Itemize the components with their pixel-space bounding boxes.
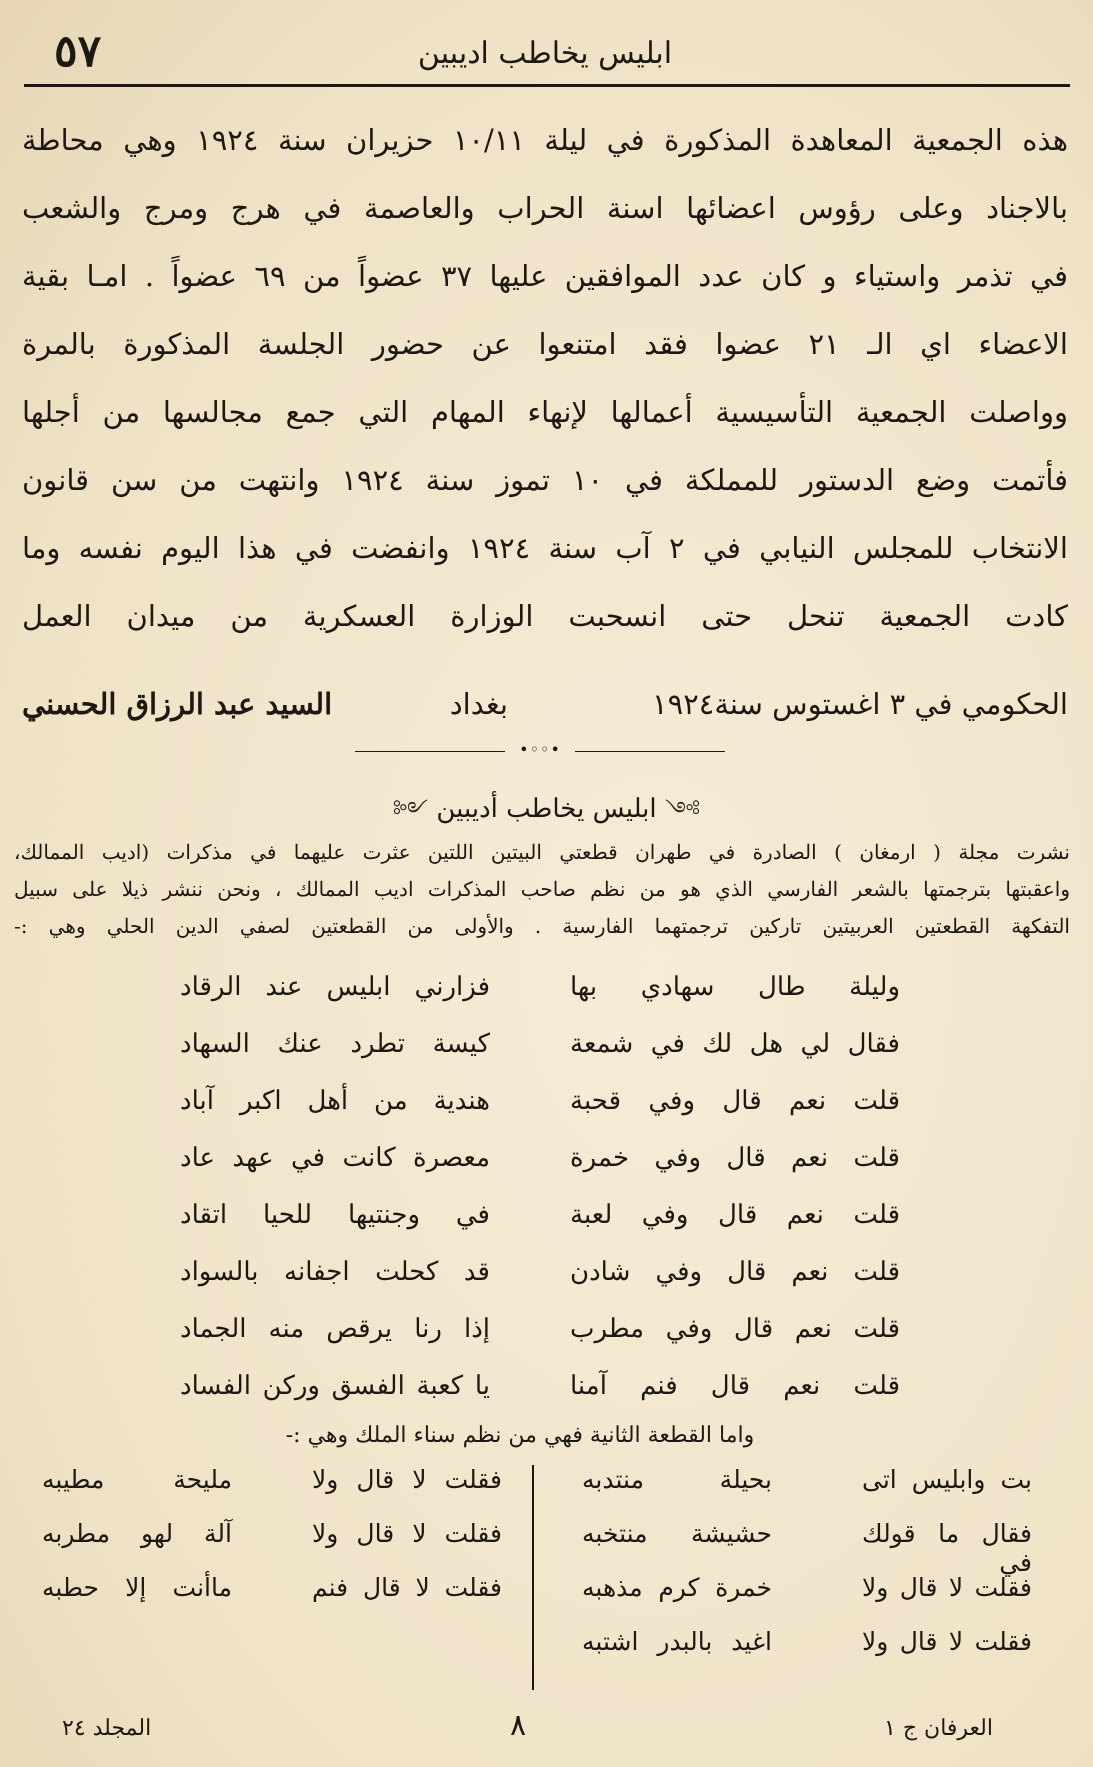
poem-verse [140,1086,900,1143]
closing-date-text: الحكومي في ٣ اغستوس سنة١٩٢٤ [652,687,1068,721]
page-header [20,18,1070,84]
verse-second-hemistich: يا كعبة الفسق وركن الفساد [180,1371,490,1401]
divider-line-right [575,751,725,752]
section-intro [14,834,1070,945]
verse-first-hemistich: فقلت لا قال ولا [862,1573,1032,1602]
poem-verse [22,1465,1032,1519]
verse-first-hemistich: قلت نعم قال وفي لعبة [570,1200,900,1230]
poem-verse [140,1200,900,1257]
poem-verse [140,1257,900,1314]
signature-mark: ٨ [510,1708,527,1743]
poem-verse [140,1029,900,1086]
verse-first-hemistich: فقال لي هل لك في شمعة [570,1029,900,1059]
poem-two [22,1465,1032,1690]
text-line: كادت الجمعية تنحل حتى انسحبت الوزارة العسكرية من ميدان العمل [22,599,1068,633]
flourish-left-icon: ༺ [392,798,429,823]
text-line: هذه الجمعية المعاهدة المذكورة في ليلة ١٠/١١ حزيران سنة ١٩٢٤ وهي محاطة [22,123,1068,157]
verse-first-hemistich: قلت نعم قال وفي شادن [570,1257,900,1287]
volume-number: المجلد ٢٤ [62,1716,152,1741]
author-signature: السيد عبد الرزاق الحسني [22,687,333,721]
verse-first-hemistich: قلت نعم قال وفي خمرة [570,1143,900,1173]
verse-second-hemistich: إذا رنا يرقص منه الجماد [180,1314,490,1344]
verse-second-hemistich: اغيد بالبدر اشتبه [582,1627,772,1656]
verse-second-hemistich: معصرة كانت في عهد عاد [180,1143,490,1173]
poem-verse [140,1143,900,1200]
poem-two-intro: واما القطعة الثانية فهي من نظم سناء الملك وهي :- [285,1423,755,1448]
text-line: بالاجناد وعلى رؤوس اعضائها اسنة الحراب والعاصمة في هرج ومرج والشعب [22,191,1068,225]
header-rule [24,84,1070,87]
signature-line [22,670,1068,738]
verse-first-hemistich: فقلت لا قال ولا [312,1465,502,1494]
verse-first-hemistich: بت وابليس اتى [862,1465,1032,1494]
poem-verse [22,1627,1032,1681]
poem-verse [140,972,900,1029]
verse-second-hemistich: كيسة تطرد عنك السهاد [180,1029,490,1059]
city-name: بغداد [449,687,508,721]
verse-second-hemistich: فزارني ابليس عند الرقاد [180,972,490,1002]
verse-second-hemistich: بحيلة منتدبه [582,1465,772,1494]
verse-first-hemistich: فقلت لا قال ولا [312,1519,502,1548]
ornamental-divider [355,740,725,759]
poem-verse [22,1519,1032,1577]
verse-second-hemistich: آلة لهو مطربه [42,1519,232,1548]
text-line: الانتخاب للمجلس النيابي في ٢ آب سنة ١٩٢٤ وانفضت في هذا اليوم نفسه وما [22,531,1068,565]
verse-second-hemistich: خمرة كرم مذهبه [582,1573,772,1602]
intro-line: التفكهة القطعتين العربيتين تاركين ترجمتهما الفارسية . والأولى من القطعتين لصفي الدين الحلي وهي :- [14,914,1070,938]
poem-one [140,972,900,1428]
text-line: في تذمر واستياء و كان عدد الموافقين عليها ٣٧ عضواً من ٦٩ عضواً . امـا بقية [22,259,1068,293]
page-number: ٥٧ [54,26,102,77]
verse-first-hemistich: فقلت لا قال ولا [862,1627,1032,1656]
poem-verse [140,1371,900,1428]
verse-second-hemistich: مليحة مطيبه [42,1465,232,1494]
verse-first-hemistich: وليلة طال سهادي بها [570,972,900,1002]
verse-second-hemistich: ماأنت إلا حطبه [42,1573,232,1602]
main-article-text [22,106,1068,650]
intro-line: نشرت مجلة ( ارمغان ) الصادرة في طهران قطعتي البيتين اللتين عثرت عليهما في مذكرات (اديب الممالك، [14,840,1070,864]
text-line: وواصلت الجمعية التأسيسية أعمالها لإنهاء المهام التي جمع مجالسها من أجلها [22,395,1068,429]
verse-first-hemistich: قلت نعم قال فنم آمنا [570,1371,900,1401]
poem-verse [22,1573,1032,1627]
text-line: الاعضاء اي الـ ٢١ عضوا فقد امتنعوا عن حضور الجلسة المذكورة بالمرة [22,327,1068,361]
verse-first-hemistich: قلت نعم قال وفي مطرب [570,1314,900,1344]
poem-verse [140,1314,900,1371]
verse-first-hemistich: فقلت لا قال فنم [312,1573,502,1602]
flourish-right-icon: ༻ [664,798,701,823]
section-title-text: ابليس يخاطب أديبين [436,794,657,824]
verse-first-hemistich: قلت نعم قال وفي قحبة [570,1086,900,1116]
verse-second-hemistich: حشيشة منتخبه [582,1519,772,1548]
divider-ornament: •◦◦• [519,740,561,759]
verse-second-hemistich: في وجنتيها للحيا اتقاد [180,1200,490,1230]
text-line: فأتمت وضع الدستور للمملكة في ١٠ تموز سنة ١٩٢٤ وانتهت من سن قانون [22,463,1068,497]
divider-line-left [355,751,505,752]
page-footer [0,1708,1093,1758]
verse-first-hemistich: فقال ما قولك في [862,1519,1032,1577]
running-title: ابليس يخاطب اديبين [417,36,673,71]
journal-issue: العرفان ج ١ [884,1716,993,1741]
verse-second-hemistich: قد كحلت اجفانه بالسواد [180,1257,490,1287]
verse-second-hemistich: هندية من أهل اكبر آباد [180,1086,490,1116]
intro-line: واعقبتها بترجمتها بالشعر الفارسي الذي هو من نظم صاحب المذكرات اديب الممالك ، ونحن ننشر ذيلا على سبيل [14,877,1070,901]
